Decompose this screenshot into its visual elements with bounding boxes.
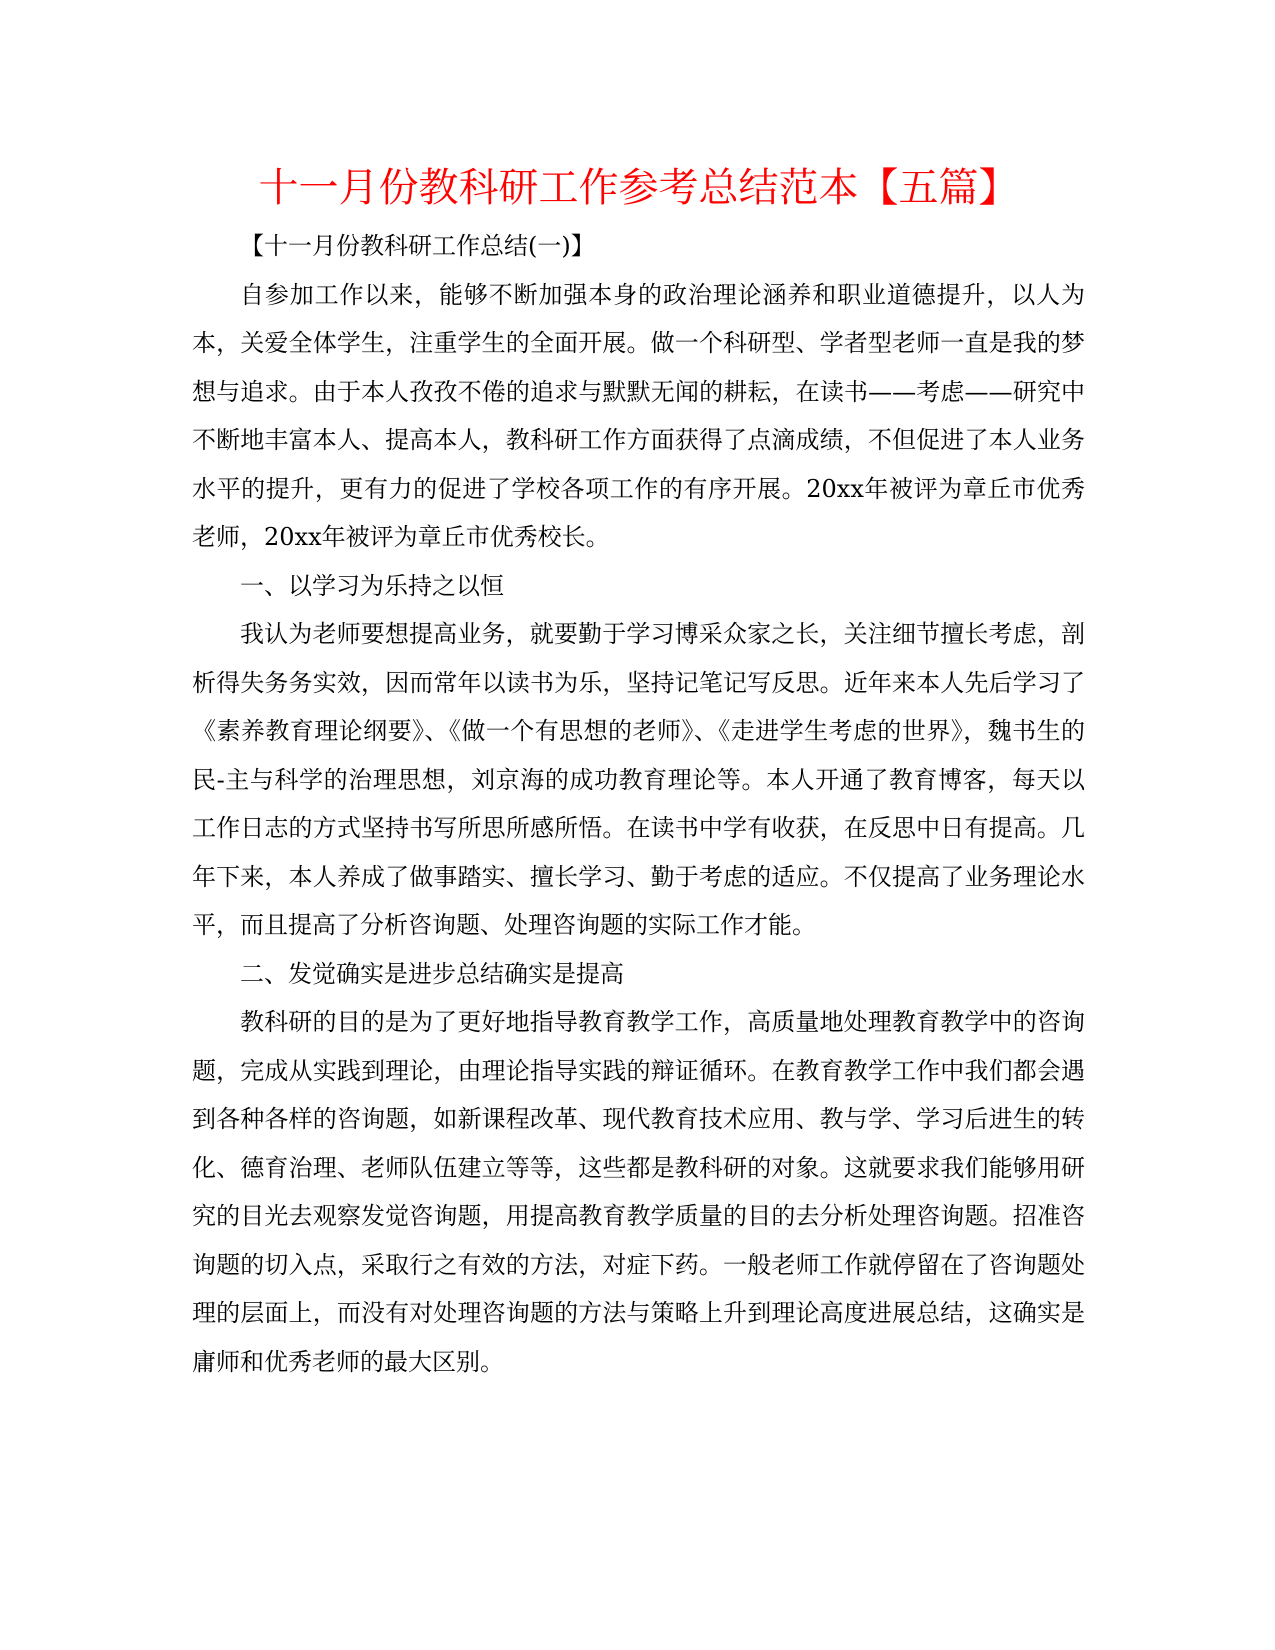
section-heading-2: 二、发觉确实是进步总结确实是提高: [240, 959, 624, 988]
section-heading-1: 一、以学习为乐持之以恒: [240, 571, 504, 600]
paragraph-intro: 自参加工作以来，能够不断加强本身的政治理论涵养和职业道德提升，以人为本，关爱全体学生，注重学生的全面开展。做一个科研型、学者型老师一直是我的梦想与追求。由于本人孜孜不倦的追求与默默无闻的耕耘，在读书——考虑——研究中不断地丰富本人、提高本人，教科研工作方面获得了点滴成绩，不但促进了本人业务水平的提升，更有力的促进了学校各项工作的有序开展。20xx年被评为章丘市优秀老师，20xx年被评为章丘市优秀校长。: [192, 280, 1085, 551]
section-subheading: 【十一月份教科研工作总结(一)】: [240, 232, 595, 260]
document-body: [192, 222, 1085, 1386]
document-page: [192, 0, 1085, 1650]
document-title: 十一月份教科研工作参考总结范本【五篇】: [258, 165, 1019, 211]
paragraph-learning: 我认为老师要想提高业务，就要勤于学习博采众家之长，关注细节擅长考虑，剖析得失务务实效，因而常年以读书为乐，坚持记笔记写反思。近年来本人先后学习了《素养教育理论纲要》、《做一个有思想的老师》、《走进学生考虑的世界》，魏书生的民-主与科学的治理思想，刘京海的成功教育理论等。本人开通了教育博客，每天以工作日志的方式坚持书写所思所感所悟。在读书中学有收获，在反思中日有提高。几年下来，本人养成了做事踏实、擅长学习、勤于考虑的适应。不仅提高了业务理论水平，而且提高了分析咨询题、处理咨询题的实际工作才能。: [192, 620, 1085, 939]
paragraph-research: 教科研的目的是为了更好地指导教育教学工作，高质量地处理教育教学中的咨询题，完成从实践到理论，由理论指导实践的辩证循环。在教育教学工作中我们都会遇到各种各样的咨询题，如新课程改革、现代教育技术应用、教与学、学习后进生的转化、德育治理、老师队伍建立等等，这些都是教科研的对象。这就要求我们能够用研究的目光去观察发觉咨询题，用提高教育教学质量的目的去分析处理咨询题。招准咨询题的切入点，采取行之有效的方法，对症下药。一般老师工作就停留在了咨询题处理的层面上，而没有对处理咨询题的方法与策略上升到理论高度进展总结，这确实是庸师和优秀老师的最大区别。: [192, 1008, 1085, 1376]
